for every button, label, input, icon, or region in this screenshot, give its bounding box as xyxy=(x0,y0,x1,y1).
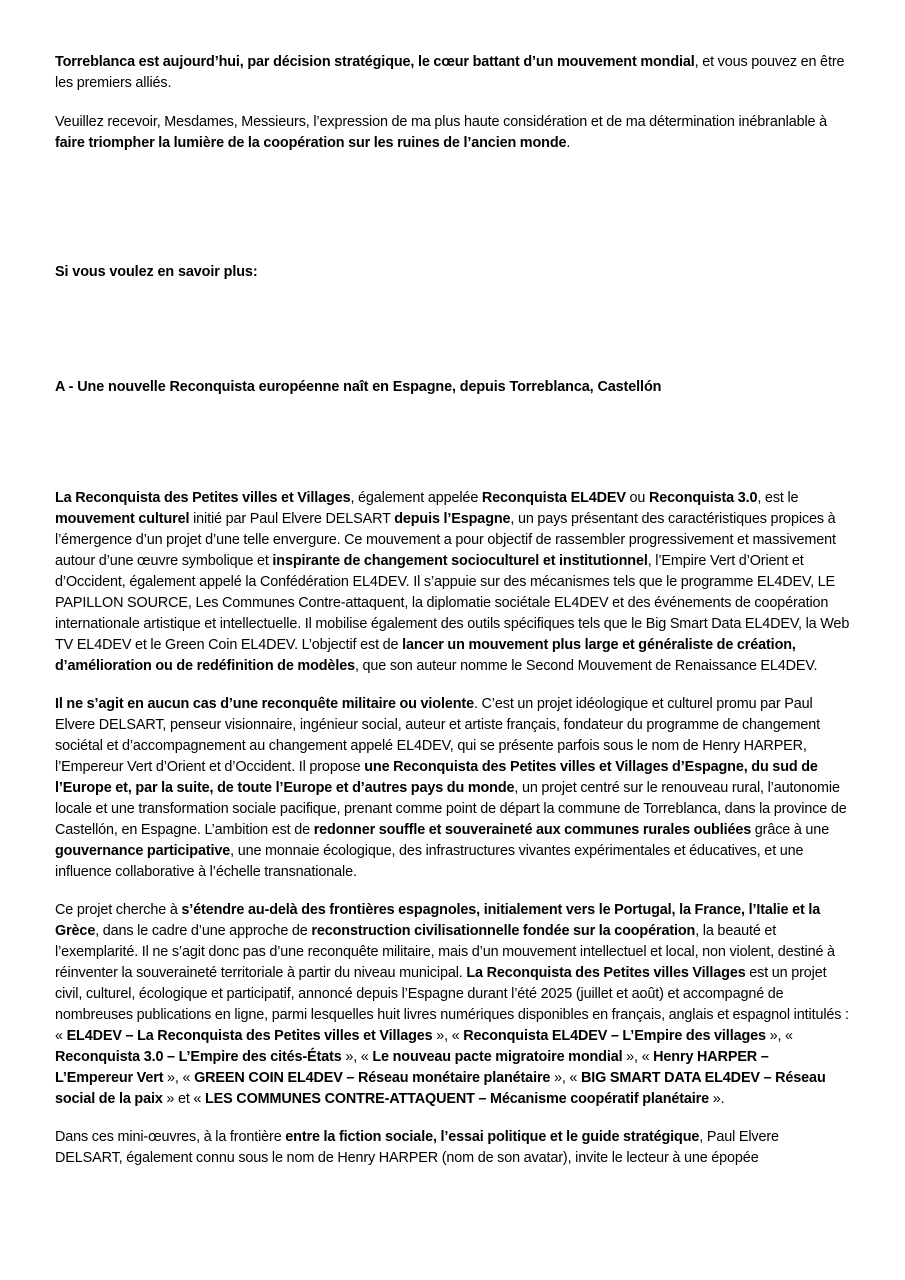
bp2-t3: grâce à une xyxy=(751,822,830,838)
bp1-t3: , est le xyxy=(757,490,799,506)
book-title-3: Reconquista 3.0 – L’Empire des cités-États xyxy=(55,1049,342,1065)
bp2-b4: gouvernance participative xyxy=(55,843,231,859)
closing-paragraph-2 xyxy=(55,112,850,154)
book-title-2: Reconquista EL4DEV – L’Empire des villages xyxy=(463,1028,766,1044)
book-title-8: LES COMMUNES CONTRE-ATTAQUENT – Mécanisme coopératif planétaire xyxy=(205,1091,710,1107)
bp3-t0: Ce projet cherche à xyxy=(55,902,182,918)
body-paragraph-1 xyxy=(55,488,850,677)
bp1-t1: , également appelée xyxy=(350,490,482,506)
closing-paragraph-1-rest: , et vous pouvez en être les premiers alliés. xyxy=(55,54,845,91)
bp3-sep5: », « xyxy=(163,1070,195,1086)
bp3-b2: reconstruction civilisationnelle fondée sur la coopération xyxy=(311,923,696,939)
closing-paragraph-2-tail: . xyxy=(566,135,571,151)
bp3-sep2: », « xyxy=(765,1028,793,1044)
book-title-1: EL4DEV – La Reconquista des Petites villes et Villages xyxy=(66,1028,433,1044)
more-info-label: Si vous voulez en savoir plus: xyxy=(55,264,258,280)
body-paragraph-3 xyxy=(55,900,850,1110)
bp1-t2: ou xyxy=(625,490,649,506)
bp3-b3: La Reconquista des Petites villes Villages xyxy=(466,965,746,981)
bp1-b5: depuis l’Espagne xyxy=(394,511,511,527)
bp2-b2: une Reconquista des Petites villes et Villages d’Espagne, du sud de l’Europe et, par la suite, de toute l’Europe et d’autres pays du monde xyxy=(55,759,818,796)
spacer-after-section-a-heading xyxy=(55,398,850,488)
closing-paragraph-1 xyxy=(55,52,850,94)
spacer-before-section-a xyxy=(55,283,850,377)
bp2-t4: , une monnaie écologique, des infrastructures vivantes expérimentales et éducatives, et une influence collaborative à l’échelle transnationale. xyxy=(55,843,804,880)
bp2-t2: , un projet centré sur le renouveau rural, l’autonomie locale et une transformation sociale pacifique, prenant comme point de départ la commune de Torreblanca, dans la province de Castellón, en Espagne. L’ambition est de xyxy=(55,780,847,838)
bp3-sep6: », « xyxy=(550,1070,581,1086)
closing-paragraph-1-bold: Torreblanca est aujourd’hui, par décision stratégique, le cœur battant d’un mouvement mondial xyxy=(55,54,695,70)
bp3-sep3: », « xyxy=(341,1049,373,1065)
bp1-b7: lancer un mouvement plus large et généraliste de création, d’amélioration ou de redéfinition de modèles xyxy=(55,637,796,674)
section-a-heading: A - Une nouvelle Reconquista européenne naît en Espagne, depuis Torreblanca, Castellón xyxy=(55,379,662,395)
bp1-b4: mouvement culturel xyxy=(55,511,190,527)
bp1-b3: Reconquista 3.0 xyxy=(649,490,758,506)
spacer-before-more-info xyxy=(55,172,850,262)
bp4-t1: , Paul Elvere DELSART, également connu sous le nom de Henry HARPER (nom de son avatar), invite le lecteur à une épopée xyxy=(55,1129,779,1166)
bp1-t7: , que son auteur nomme le Second Mouvement de Renaissance EL4DEV. xyxy=(354,658,818,674)
closing-paragraph-2-bold: faire triompher la lumière de la coopération sur les ruines de l’ancien monde xyxy=(55,135,567,151)
bp3-sep7: » et « xyxy=(162,1091,205,1107)
bp1-t5: , un pays présentant des caractéristiques propices à l’émergence d’un projet d’une telle envergure. Ce mouvement a pour objectif de rassembler progressivement et massivement autour d’une œuvre symbolique et xyxy=(55,511,836,569)
bp2-t1: . C’est un projet idéologique et culturel promu par Paul Elvere DELSART, penseur visionnaire, ingénieur social, auteur et artiste français, fondateur du programme de changement sociétal et d’accompagnement au changement appelé EL4DEV, qui se présente parfois sous le nom de Henry HARPER, l’Empereur Vert d’Orient et d’Occident. Il propose xyxy=(55,696,820,775)
book-title-7: BIG SMART DATA EL4DEV – Réseau social de la paix xyxy=(55,1070,826,1107)
body-paragraph-4 xyxy=(55,1127,850,1169)
bp2-b1: Il ne s’agit en aucun cas d’une reconquête militaire ou violente xyxy=(55,696,474,712)
section-a-body xyxy=(55,488,850,1169)
bp4-b1: entre la fiction sociale, l’essai politique et le guide stratégique xyxy=(285,1129,700,1145)
body-paragraph-2 xyxy=(55,694,850,883)
bp1-b1: La Reconquista des Petites villes et Villages xyxy=(55,490,351,506)
bp1-b6: inspirante de changement socioculturel et institutionnel xyxy=(272,553,648,569)
bp3-sep1: », « xyxy=(432,1028,464,1044)
bp3-t2: , la beauté et l’exemplarité. Il ne s’agit donc pas d’une reconquête militaire, mais d’un mouvement intellectuel et local, non violent, destiné à réinventer la souveraineté territoriale à partir du niveau municipal. xyxy=(55,923,835,981)
book-title-6: GREEN COIN EL4DEV – Réseau monétaire planétaire xyxy=(194,1070,551,1086)
bp1-b2: Reconquista EL4DEV xyxy=(481,490,626,506)
closing-paragraph-2-lead: Veuillez recevoir, Mesdames, Messieurs, l’expression de ma plus haute considération et de ma détermination inébranlable à xyxy=(55,114,827,130)
bp2-b3: redonner souffle et souveraineté aux communes rurales oubliées xyxy=(313,822,752,838)
bp1-t6: , l’Empire Vert d’Orient et d’Occident, également appelé la Confédération EL4DEV. Il s’appuie sur des mécanismes tels que le programme EL4DEV, LE PAPILLON SOURCE, Les Communes Contre-attaquent, la diplomatie sociétale EL4DEV et des événements de coopération internationale artistique et intellectuelle. Il mobilise également des outils spécifiques tels que le Big Smart Data EL4DEV, la Web TV EL4DEV et le Green Coin EL4DEV. L’objectif est de xyxy=(55,553,850,653)
bp4-t0: Dans ces mini-œuvres, à la frontière xyxy=(55,1129,286,1145)
book-title-4: Le nouveau pacte migratoire mondial xyxy=(372,1049,623,1065)
book-title-5: Henry HARPER – L’Empereur Vert xyxy=(55,1049,769,1086)
document-content xyxy=(55,52,850,1186)
bp3-t3: est un projet civil, culturel, écologique et participatif, annoncé depuis l’Espagne durant l’été 2025 (juillet et août) et accompagné de nombreuses publications en ligne, parmi lesquelles huit livres numériques disponibles en français, anglais et espagnol intitulés : « xyxy=(55,965,849,1044)
bp1-t4: initié par Paul Elvere DELSART xyxy=(189,511,395,527)
bp3-t1: , dans le cadre d’une approche de xyxy=(95,923,312,939)
bp3-tail: ». xyxy=(709,1091,725,1107)
bp3-sep4: », « xyxy=(622,1049,654,1065)
bp3-b1: s’étendre au-delà des frontières espagnoles, initialement vers le Portugal, la France, l’Italie et la Grèce xyxy=(55,902,821,939)
